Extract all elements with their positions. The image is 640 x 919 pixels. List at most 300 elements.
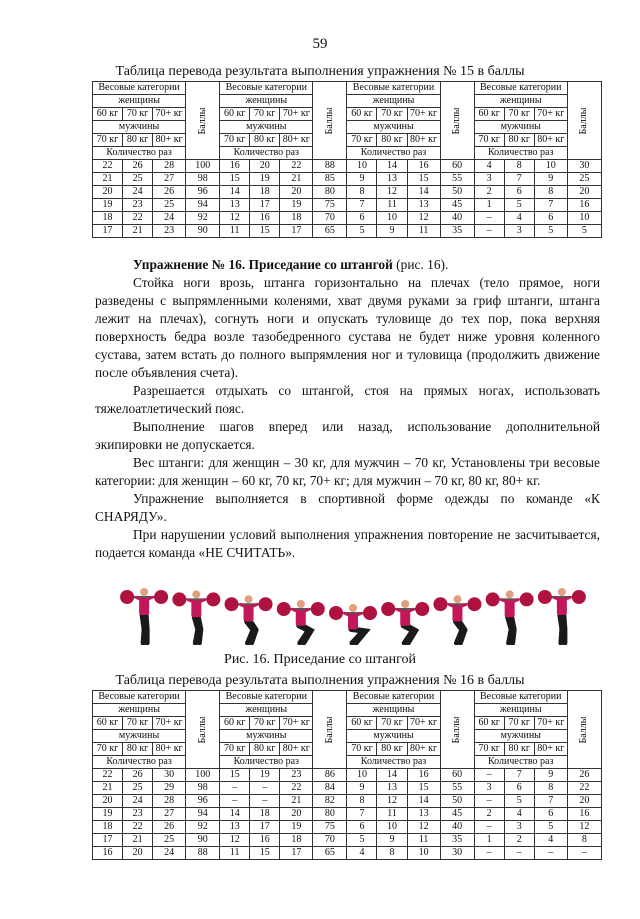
- paragraph-2: Разрешается отдыхать со штангой, стоя на прямых ногах, использовать тяжелоатлетический пояс.: [95, 383, 600, 416]
- table-cell: 8: [347, 186, 377, 199]
- page-number: 59: [312, 36, 328, 52]
- table-cell: 11: [377, 808, 407, 821]
- women-header: женщины: [347, 95, 440, 108]
- women-header: женщины: [220, 704, 313, 717]
- table-cell: 15: [220, 769, 250, 782]
- table-cell: 11: [407, 225, 440, 238]
- table-cell: 22: [567, 782, 601, 795]
- table-cell: 23: [123, 808, 153, 821]
- table-row: [93, 225, 602, 238]
- table-row: [93, 769, 602, 782]
- men-category-cell: 80+ кг: [280, 134, 313, 147]
- table-cell: 50: [440, 795, 474, 808]
- weight-categories-header: Весовые категории: [347, 691, 440, 704]
- squat-figure: [225, 595, 273, 643]
- table-cell: 80: [313, 186, 347, 199]
- table-cell: 15: [220, 173, 250, 186]
- squat-figure: [433, 595, 481, 643]
- table-cell: 24: [123, 186, 153, 199]
- table-cell: 20: [93, 186, 123, 199]
- table16-title: Таблица перевода результата выполнения упражнения № 16 в баллы: [115, 673, 525, 688]
- table-cell: 4: [474, 160, 504, 173]
- table-cell: 5: [534, 225, 567, 238]
- table-cell: 14: [407, 795, 440, 808]
- table-cell: 13: [220, 821, 250, 834]
- table15-title: Таблица перевода результата выполнения упражнения № 15 в баллы: [115, 64, 525, 79]
- table-cell: 55: [440, 173, 474, 186]
- table-cell: 1: [474, 834, 504, 847]
- table-cell: 4: [534, 834, 567, 847]
- table-cell: 3: [504, 225, 534, 238]
- table-cell: –: [250, 782, 280, 795]
- table-cell: 8: [534, 186, 567, 199]
- table-cell: 16: [407, 769, 440, 782]
- squat-figure: [277, 600, 325, 643]
- men-category-cell: 80+ кг: [153, 134, 186, 147]
- table-cell: 16: [220, 160, 250, 173]
- men-category-cell: 70 кг: [93, 134, 123, 147]
- table-row: [93, 173, 602, 186]
- women-category-cell: 60 кг: [474, 108, 504, 121]
- table-cell: 12: [220, 834, 250, 847]
- women-header: женщины: [93, 704, 186, 717]
- table-cell: 2: [474, 186, 504, 199]
- table-cell: –: [250, 795, 280, 808]
- table-cell: 18: [250, 808, 280, 821]
- table-cell: 15: [407, 173, 440, 186]
- table-cell: 10: [534, 160, 567, 173]
- table-cell: 9: [377, 834, 407, 847]
- women-category-cell: 70 кг: [123, 108, 153, 121]
- table-cell: 20: [567, 795, 601, 808]
- table-cell: 12: [220, 212, 250, 225]
- men-category-cell: 80+ кг: [280, 743, 313, 756]
- table-cell: 17: [280, 225, 313, 238]
- table-cell: 25: [123, 173, 153, 186]
- table-cell: 5: [534, 821, 567, 834]
- paragraph-6: При нарушении условий выполнения упражнения повторение не засчитывается, подается команда «НЕ СЧИТАТЬ».: [95, 527, 600, 560]
- table-cell: 19: [250, 769, 280, 782]
- score-table-16: [92, 690, 602, 860]
- table-cell: 86: [313, 769, 347, 782]
- women-category-cell: 60 кг: [220, 108, 250, 121]
- table-cell: 45: [440, 199, 474, 212]
- table-cell: 13: [407, 199, 440, 212]
- men-category-cell: 80+ кг: [534, 134, 567, 147]
- table-cell: 3: [504, 821, 534, 834]
- points-header: Баллы: [186, 691, 220, 769]
- men-category-cell: 70 кг: [220, 134, 250, 147]
- table-cell: 40: [440, 821, 474, 834]
- table-cell: 23: [280, 769, 313, 782]
- weight-categories-header: Весовые категории: [93, 691, 186, 704]
- points-header: Баллы: [440, 691, 474, 769]
- table-cell: 17: [250, 199, 280, 212]
- table-cell: –: [474, 847, 504, 860]
- table-cell: 20: [93, 795, 123, 808]
- table-cell: 19: [250, 173, 280, 186]
- men-category-cell: 80 кг: [123, 743, 153, 756]
- table-cell: 13: [377, 782, 407, 795]
- table-cell: 24: [153, 847, 186, 860]
- table-cell: 20: [123, 847, 153, 860]
- table-cell: 4: [347, 847, 377, 860]
- table-cell: 5: [567, 225, 601, 238]
- table-cell: 27: [153, 173, 186, 186]
- table-row: [93, 821, 602, 834]
- table-cell: 9: [534, 173, 567, 186]
- table-cell: 22: [280, 782, 313, 795]
- points-header: Баллы: [313, 691, 347, 769]
- women-header: женщины: [220, 95, 313, 108]
- count-header: Количество раз: [93, 756, 186, 769]
- men-header: мужчины: [347, 730, 440, 743]
- table-row: [93, 795, 602, 808]
- table-cell: 94: [186, 199, 220, 212]
- table-cell: 94: [186, 808, 220, 821]
- count-header: Количество раз: [220, 147, 313, 160]
- men-header: мужчины: [93, 730, 186, 743]
- table-cell: 100: [186, 769, 220, 782]
- women-category-cell: 60 кг: [220, 717, 250, 730]
- table-cell: 22: [123, 212, 153, 225]
- table-cell: 88: [313, 160, 347, 173]
- table-cell: 6: [504, 186, 534, 199]
- count-header: Количество раз: [220, 756, 313, 769]
- women-category-cell: 70+ кг: [534, 717, 567, 730]
- table-cell: 14: [407, 186, 440, 199]
- squat-figure: [120, 588, 168, 643]
- table-cell: 6: [534, 808, 567, 821]
- table-cell: 26: [153, 821, 186, 834]
- table-cell: 9: [534, 769, 567, 782]
- women-category-cell: 60 кг: [347, 717, 377, 730]
- women-category-cell: 70+ кг: [280, 108, 313, 121]
- table-cell: 90: [186, 225, 220, 238]
- table-cell: 28: [153, 795, 186, 808]
- table-cell: 21: [93, 173, 123, 186]
- men-category-cell: 80 кг: [123, 134, 153, 147]
- table-cell: 21: [123, 834, 153, 847]
- table-row: [93, 199, 602, 212]
- men-category-cell: 70 кг: [347, 743, 377, 756]
- table-cell: 88: [186, 847, 220, 860]
- women-header: женщины: [474, 704, 567, 717]
- table-cell: 25: [153, 199, 186, 212]
- table-cell: 21: [280, 173, 313, 186]
- weight-categories-header: Весовые категории: [474, 82, 567, 95]
- men-header: мужчины: [474, 121, 567, 134]
- table-cell: 100: [186, 160, 220, 173]
- table-cell: 60: [440, 160, 474, 173]
- table-cell: 26: [123, 769, 153, 782]
- squat-figure: [538, 588, 586, 643]
- table-cell: 80: [313, 808, 347, 821]
- table-cell: 23: [123, 199, 153, 212]
- table-cell: 25: [567, 173, 601, 186]
- table-cell: 7: [504, 769, 534, 782]
- table-row: [93, 847, 602, 860]
- men-category-cell: 80+ кг: [153, 743, 186, 756]
- count-header: Количество раз: [474, 756, 567, 769]
- table-cell: 12: [407, 212, 440, 225]
- table-cell: 18: [93, 821, 123, 834]
- table-cell: 82: [313, 795, 347, 808]
- table-cell: 9: [347, 782, 377, 795]
- table-cell: 85: [313, 173, 347, 186]
- men-category-cell: 80+ кг: [407, 743, 440, 756]
- table-cell: 8: [534, 782, 567, 795]
- men-category-cell: 80 кг: [250, 743, 280, 756]
- women-category-cell: 70 кг: [377, 108, 407, 121]
- table-cell: 75: [313, 199, 347, 212]
- table-cell: 7: [534, 199, 567, 212]
- table-cell: 84: [313, 782, 347, 795]
- men-category-cell: 80 кг: [250, 134, 280, 147]
- table-cell: 65: [313, 847, 347, 860]
- table-cell: 19: [93, 808, 123, 821]
- men-category-cell: 70 кг: [93, 743, 123, 756]
- women-category-cell: 60 кг: [474, 717, 504, 730]
- table-cell: 25: [153, 834, 186, 847]
- table-cell: 27: [153, 808, 186, 821]
- table-row: [93, 808, 602, 821]
- table-cell: 50: [440, 186, 474, 199]
- men-category-cell: 70 кг: [347, 134, 377, 147]
- table-cell: 92: [186, 212, 220, 225]
- women-category-cell: 70 кг: [377, 717, 407, 730]
- table-cell: 2: [474, 808, 504, 821]
- exercise-heading: [95, 256, 600, 274]
- table-cell: 10: [377, 821, 407, 834]
- women-category-cell: 60 кг: [93, 108, 123, 121]
- table-cell: 21: [123, 225, 153, 238]
- table-cell: 16: [250, 212, 280, 225]
- table-cell: 5: [347, 225, 377, 238]
- table-cell: 10: [347, 769, 377, 782]
- points-header: Баллы: [313, 82, 347, 160]
- weight-categories-header: Весовые категории: [220, 82, 313, 95]
- men-header: мужчины: [220, 121, 313, 134]
- table-cell: 22: [280, 160, 313, 173]
- table-cell: 8: [567, 834, 601, 847]
- table-cell: 28: [153, 160, 186, 173]
- table-cell: 7: [534, 795, 567, 808]
- women-category-cell: 70+ кг: [534, 108, 567, 121]
- table-cell: 12: [377, 186, 407, 199]
- table-cell: 24: [123, 795, 153, 808]
- count-header: Количество раз: [93, 147, 186, 160]
- table-cell: 2: [504, 834, 534, 847]
- table-cell: 18: [280, 212, 313, 225]
- table-cell: 12: [377, 795, 407, 808]
- table-cell: 65: [313, 225, 347, 238]
- table-cell: 16: [567, 808, 601, 821]
- table-cell: 16: [407, 160, 440, 173]
- table-cell: 24: [153, 212, 186, 225]
- squat-figure: [329, 604, 377, 643]
- squat-figure-illustration: [118, 585, 588, 645]
- weight-categories-header: Весовые категории: [220, 691, 313, 704]
- table-cell: 19: [280, 199, 313, 212]
- men-category-cell: 80 кг: [377, 134, 407, 147]
- points-header: Баллы: [567, 691, 601, 769]
- table-cell: 15: [250, 225, 280, 238]
- table-cell: 18: [250, 186, 280, 199]
- table-cell: 8: [504, 160, 534, 173]
- table-cell: 40: [440, 212, 474, 225]
- table-cell: 18: [280, 834, 313, 847]
- women-category-cell: 70 кг: [504, 717, 534, 730]
- table-cell: –: [474, 225, 504, 238]
- table-cell: 75: [313, 821, 347, 834]
- table-row: [93, 212, 602, 225]
- table-cell: 10: [377, 212, 407, 225]
- points-header: Баллы: [186, 82, 220, 160]
- table-cell: 98: [186, 782, 220, 795]
- table-cell: 3: [474, 782, 504, 795]
- table-cell: 90: [186, 834, 220, 847]
- table-cell: 11: [407, 834, 440, 847]
- table-cell: 11: [377, 199, 407, 212]
- table-cell: 12: [407, 821, 440, 834]
- squat-figure: [381, 600, 429, 643]
- men-header: мужчины: [220, 730, 313, 743]
- table-cell: 6: [504, 782, 534, 795]
- table-cell: 19: [93, 199, 123, 212]
- women-category-cell: 70+ кг: [407, 108, 440, 121]
- table-cell: 7: [504, 173, 534, 186]
- table-cell: 8: [347, 795, 377, 808]
- table-row: [93, 782, 602, 795]
- table-cell: 30: [153, 769, 186, 782]
- table-cell: 35: [440, 225, 474, 238]
- women-category-cell: 70+ кг: [407, 717, 440, 730]
- count-header: Количество раз: [347, 147, 440, 160]
- table-cell: 5: [504, 795, 534, 808]
- table-cell: 70: [313, 212, 347, 225]
- table-cell: 98: [186, 173, 220, 186]
- table-cell: 26: [153, 186, 186, 199]
- table-cell: 14: [377, 160, 407, 173]
- table-cell: 10: [347, 160, 377, 173]
- table-cell: 30: [567, 160, 601, 173]
- table-cell: 16: [250, 834, 280, 847]
- table-cell: 5: [504, 199, 534, 212]
- table-cell: 11: [220, 847, 250, 860]
- table-cell: 7: [347, 808, 377, 821]
- table-cell: 96: [186, 795, 220, 808]
- paragraph-1: Стойка ноги врозь, штанга горизонтально на плечах (тело прямое, ноги разведены с выпрямленными коленями, хват двумя руками за гриф штанги, штанга лежит на плечах), согнуть ноги и опускать туловище до тех пор, пока верхняя поверхность бедра возле тазобедренного сустава не будет ниже уровня коленного сустава, затем встать до полного выпрямления ног и туловища (продолжить движение после объявления счета).: [95, 275, 600, 380]
- table-cell: 16: [93, 847, 123, 860]
- count-header: Количество раз: [347, 756, 440, 769]
- table-cell: 22: [93, 160, 123, 173]
- weight-categories-header: Весовые категории: [347, 82, 440, 95]
- men-category-cell: 80+ кг: [407, 134, 440, 147]
- table-cell: 14: [377, 769, 407, 782]
- table-cell: 20: [280, 186, 313, 199]
- table-cell: 12: [567, 821, 601, 834]
- women-category-cell: 60 кг: [347, 108, 377, 121]
- figure-caption: Рис. 16. Приседание со штангой: [224, 652, 416, 667]
- table-cell: 18: [93, 212, 123, 225]
- table-cell: 19: [280, 821, 313, 834]
- table-cell: 96: [186, 186, 220, 199]
- table-cell: 22: [93, 769, 123, 782]
- exercise-text: [95, 256, 600, 562]
- women-category-cell: 70 кг: [123, 717, 153, 730]
- table-cell: –: [474, 821, 504, 834]
- women-header: женщины: [93, 95, 186, 108]
- table-cell: –: [504, 847, 534, 860]
- table-cell: –: [474, 769, 504, 782]
- men-category-cell: 70 кг: [474, 134, 504, 147]
- table-cell: 21: [280, 795, 313, 808]
- squat-figure: [486, 590, 534, 643]
- table-cell: 23: [153, 225, 186, 238]
- table-row: [93, 160, 602, 173]
- men-category-cell: 80 кг: [504, 743, 534, 756]
- points-header: Баллы: [440, 82, 474, 160]
- exercise-heading-rest: (рис. 16).: [392, 257, 449, 272]
- table-cell: 15: [250, 847, 280, 860]
- men-category-cell: 80 кг: [377, 743, 407, 756]
- women-header: женщины: [474, 95, 567, 108]
- paragraph-5: Упражнение выполняется в спортивной форме одежды по команде «К СНАРЯДУ».: [95, 491, 600, 524]
- table-cell: 35: [440, 834, 474, 847]
- table-cell: 70: [313, 834, 347, 847]
- table-cell: 6: [347, 821, 377, 834]
- table-cell: 6: [347, 212, 377, 225]
- table-cell: 26: [123, 160, 153, 173]
- table-cell: 11: [220, 225, 250, 238]
- table-cell: 5: [347, 834, 377, 847]
- men-header: мужчины: [93, 121, 186, 134]
- table-cell: 17: [250, 821, 280, 834]
- table-cell: 92: [186, 821, 220, 834]
- table-cell: –: [567, 847, 601, 860]
- squat-figure: [172, 590, 220, 643]
- table-row: [93, 186, 602, 199]
- table-cell: 22: [123, 821, 153, 834]
- paragraph-4: Вес штанги: для женщин – 30 кг, для мужчин – 70 кг, Установлены три весовые категории: для женщин – 60 кг, 70 кг, 70+ кг; для мужчин – 70 кг, 80 кг, 80+ кг.: [95, 455, 600, 488]
- table-cell: 20: [250, 160, 280, 173]
- table-cell: 4: [504, 808, 534, 821]
- table-cell: 26: [567, 769, 601, 782]
- table-cell: 7: [347, 199, 377, 212]
- table-cell: 8: [377, 847, 407, 860]
- table-cell: 20: [567, 186, 601, 199]
- men-category-cell: 80+ кг: [534, 743, 567, 756]
- points-header: Баллы: [567, 82, 601, 160]
- table-cell: 6: [534, 212, 567, 225]
- women-category-cell: 70+ кг: [153, 108, 186, 121]
- table-cell: 9: [347, 173, 377, 186]
- table-cell: 30: [440, 847, 474, 860]
- table-cell: 13: [377, 173, 407, 186]
- men-category-cell: 70 кг: [220, 743, 250, 756]
- table-cell: 13: [407, 808, 440, 821]
- table-cell: –: [474, 795, 504, 808]
- table-cell: 20: [280, 808, 313, 821]
- table-cell: 17: [93, 834, 123, 847]
- table-cell: 15: [407, 782, 440, 795]
- table-cell: 9: [377, 225, 407, 238]
- men-category-cell: 80 кг: [504, 134, 534, 147]
- table-cell: 3: [474, 173, 504, 186]
- table-cell: –: [220, 795, 250, 808]
- table-cell: 45: [440, 808, 474, 821]
